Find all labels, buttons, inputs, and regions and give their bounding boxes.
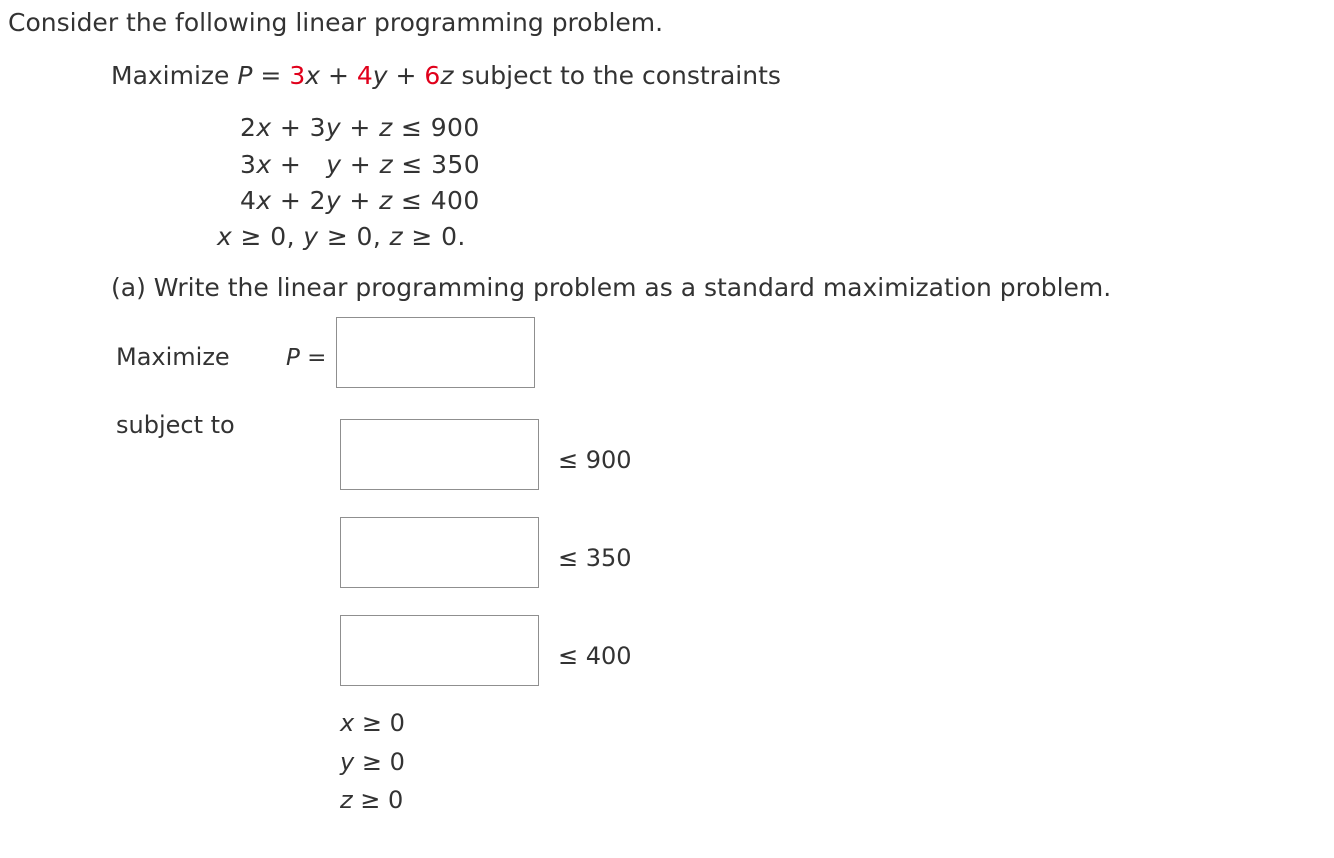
coefficient-x: 3 xyxy=(289,61,306,90)
constraint-2-input[interactable] xyxy=(340,517,539,588)
part-a-prompt: (a) Write the linear programming problem as a standard maximization problem. xyxy=(111,273,1112,302)
constraint-1-rhs: ≤ 900 xyxy=(558,446,632,474)
intro-text: Consider the following linear programming problem. xyxy=(8,8,664,37)
maximize-label: Maximize xyxy=(116,343,230,371)
given-constraint-2: 3x + y + z ≤ 350 xyxy=(240,150,480,179)
nonneg-x: x ≥ 0 xyxy=(340,709,405,737)
coefficient-y: 4 xyxy=(356,61,373,90)
objective-line xyxy=(111,61,781,90)
objective-maximize-word: Maximize xyxy=(111,61,230,90)
p-equals-label: P = xyxy=(286,345,327,371)
constraint-2-rhs: ≤ 350 xyxy=(558,544,632,572)
constraint-coef-x: 2 xyxy=(240,113,257,142)
constraint-coef-y: 3 xyxy=(309,113,326,142)
constraint-coef-x: 4 xyxy=(240,186,257,215)
plus-2: + xyxy=(387,61,425,90)
given-constraint-1: 2x + 3y + z ≤ 900 xyxy=(240,113,480,142)
constraint-rhs: 400 xyxy=(430,186,480,215)
nonneg-z: z ≥ 0 xyxy=(340,786,404,814)
constraint-1-input[interactable] xyxy=(340,419,539,490)
subject-to-label: subject to xyxy=(116,411,235,439)
given-constraint-3: 4x + 2y + z ≤ 400 xyxy=(240,186,480,215)
constraint-coef-x: 3 xyxy=(240,150,257,179)
objective-equals: = xyxy=(252,61,290,90)
plus-1: + xyxy=(320,61,357,90)
objective-p-var: P xyxy=(237,61,253,90)
coefficient-z: 6 xyxy=(424,61,441,90)
constraint-rhs: 900 xyxy=(430,113,480,142)
nonneg-y: y ≥ 0 xyxy=(340,748,405,776)
constraint-rhs: 350 xyxy=(431,150,480,179)
given-nonnegativity: x ≥ 0, y ≥ 0, z ≥ 0. xyxy=(217,222,466,251)
var-x: x xyxy=(305,61,321,90)
constraint-coef-y: 2 xyxy=(309,186,326,215)
objective-answer-input[interactable] xyxy=(336,317,535,388)
var-y: y xyxy=(372,61,388,90)
constraint-3-rhs: ≤ 400 xyxy=(558,642,632,670)
objective-tail: subject to the constraints xyxy=(453,61,781,90)
constraint-3-input[interactable] xyxy=(340,615,539,686)
var-z: z xyxy=(440,61,454,90)
